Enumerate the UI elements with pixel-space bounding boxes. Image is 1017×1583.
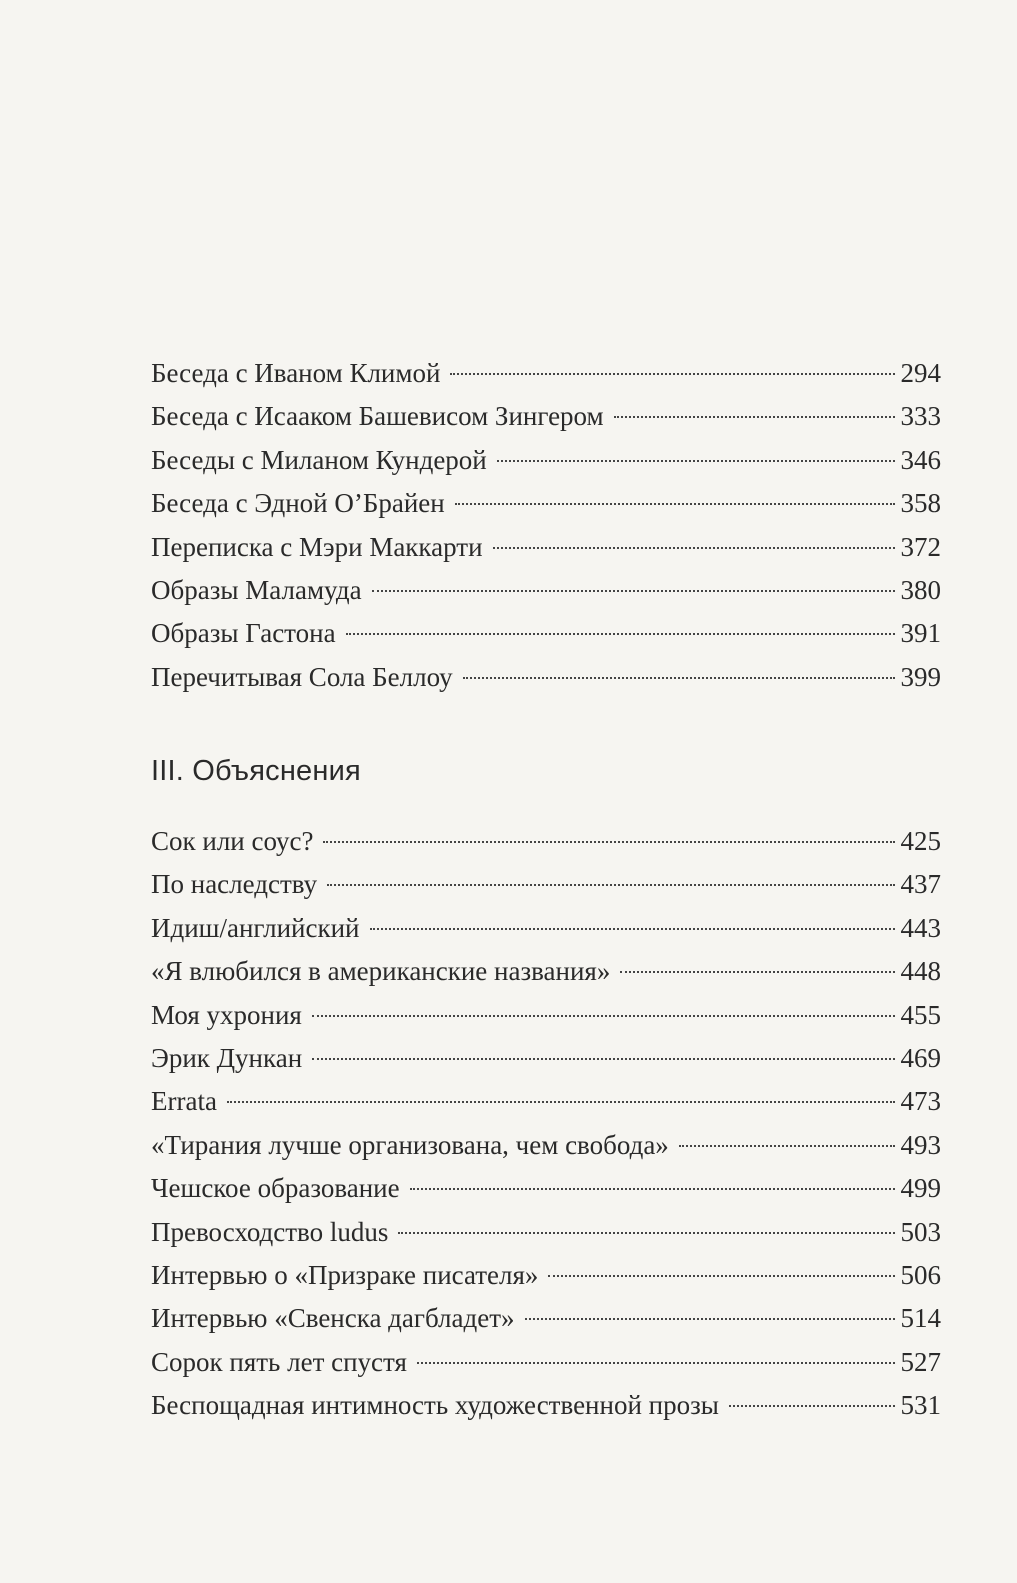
toc-entry <box>151 1037 941 1080</box>
toc-leader-dots <box>410 1188 895 1190</box>
toc-entry-title: Беседа с Эдной О’Брайен <box>151 488 445 519</box>
toc-entry-page: 499 <box>900 1173 941 1204</box>
toc-entry-page: 493 <box>900 1129 941 1160</box>
toc-entry <box>151 907 941 950</box>
toc-entry-title: «Я влюбился в американские названия» <box>151 956 611 987</box>
toc-entry-title: Чешское образование <box>151 1173 400 1204</box>
toc-leader-dots <box>455 503 895 505</box>
toc-entry-page: 294 <box>900 358 941 388</box>
toc-entry <box>151 863 941 906</box>
toc-entry-page: 448 <box>900 956 941 987</box>
toc-leader-dots <box>525 1318 895 1320</box>
toc-leader-dots <box>323 841 894 843</box>
toc-entry-page: 531 <box>900 1390 941 1421</box>
toc-entry-title: Беседа с Иваном Климой <box>151 358 441 388</box>
toc-entry <box>151 1384 941 1427</box>
toc-entry-page: 527 <box>900 1346 941 1377</box>
toc-entry-title: Перечитывая Сола Беллоу <box>151 661 453 692</box>
toc-entry <box>151 569 941 612</box>
toc-entry <box>151 1167 941 1210</box>
toc-entry-page: 380 <box>900 574 941 605</box>
toc-entry <box>151 656 941 699</box>
toc-entry <box>151 1080 941 1123</box>
toc-leader-dots <box>679 1145 895 1147</box>
toc-entry <box>151 1341 941 1384</box>
toc-leader-dots <box>493 547 895 549</box>
toc-entry-page: 503 <box>900 1216 941 1247</box>
toc-entry <box>151 950 941 993</box>
toc-entry-page: 437 <box>900 869 941 900</box>
toc-leader-dots <box>346 633 895 635</box>
section-heading: III. Объяснения <box>151 755 361 787</box>
toc-entry-page: 333 <box>900 401 941 432</box>
toc-entry-page: 506 <box>900 1259 941 1290</box>
toc-entry-title: «Тирания лучше организована, чем свобода» <box>151 1129 669 1160</box>
toc-entry-page: 425 <box>900 826 941 856</box>
toc-entry-title: По наследству <box>151 869 318 900</box>
toc-entry-page: 514 <box>900 1303 941 1334</box>
toc-entry-title: Идиш/английский <box>151 912 360 943</box>
toc-entry-page: 473 <box>900 1086 941 1117</box>
toc-entry-title: Сорок пять лет спустя <box>151 1346 407 1377</box>
toc-leader-dots <box>417 1362 895 1364</box>
toc-entry-page: 391 <box>900 618 941 649</box>
toc-entry <box>151 395 941 438</box>
toc-entry-title: Беспощадная интимность художественной прозы <box>151 1390 719 1421</box>
toc-leader-dots <box>463 677 895 679</box>
toc-entry <box>151 352 941 395</box>
toc-list-top <box>151 352 941 699</box>
toc-entry <box>151 820 941 863</box>
toc-leader-dots <box>370 928 895 930</box>
toc-entry-page: 372 <box>900 531 941 562</box>
toc-entry-title: Моя ухрония <box>151 999 302 1030</box>
toc-leader-dots <box>312 1015 895 1017</box>
toc-list-section-3 <box>151 820 941 1427</box>
toc-leader-dots <box>312 1058 894 1060</box>
toc-entry-page: 455 <box>900 999 941 1030</box>
toc-entry-title: Образы Маламуда <box>151 574 362 605</box>
toc-entry-title: Беседы с Миланом Кундерой <box>151 444 487 475</box>
toc-leader-dots <box>548 1275 894 1277</box>
toc-leader-dots <box>614 416 895 418</box>
toc-leader-dots <box>227 1101 895 1103</box>
toc-entry <box>151 1211 941 1254</box>
toc-leader-dots <box>450 373 894 375</box>
toc-leader-dots <box>327 884 894 886</box>
toc-entry-title: Образы Гастона <box>151 618 336 649</box>
toc-entry-title: Эрик Дункан <box>151 1042 303 1073</box>
toc-entry <box>151 612 941 655</box>
toc-leader-dots <box>729 1405 895 1407</box>
toc-entry <box>151 994 941 1037</box>
toc-leader-dots <box>620 971 894 973</box>
toc-entry-page: 399 <box>900 661 941 692</box>
toc-entry-title: Интервью о «Призраке писателя» <box>151 1259 539 1290</box>
toc-entry-title: Беседа с Исааком Башевисом Зингером <box>151 401 604 432</box>
toc-entry <box>151 1254 941 1297</box>
toc-leader-dots <box>372 590 895 592</box>
toc-entry <box>151 1124 941 1167</box>
toc-entry <box>151 1297 941 1340</box>
toc-entry <box>151 439 941 482</box>
toc-entry-title: Переписка с Мэри Маккарти <box>151 531 483 562</box>
toc-entry-page: 358 <box>900 488 941 519</box>
toc-entry-title: Errata <box>151 1086 217 1117</box>
toc-leader-dots <box>497 460 895 462</box>
toc-entry-title: Превосходство ludus <box>151 1216 389 1247</box>
toc-entry-title: Интервью «Свенска дагбладет» <box>151 1303 515 1334</box>
toc-entry <box>151 526 941 569</box>
toc-leader-dots <box>398 1232 894 1234</box>
toc-entry-page: 346 <box>900 444 941 475</box>
toc-entry-page: 443 <box>900 912 941 943</box>
toc-entry-title: Сок или соус? <box>151 826 314 856</box>
toc-entry-page: 469 <box>900 1042 941 1073</box>
toc-entry <box>151 482 941 525</box>
